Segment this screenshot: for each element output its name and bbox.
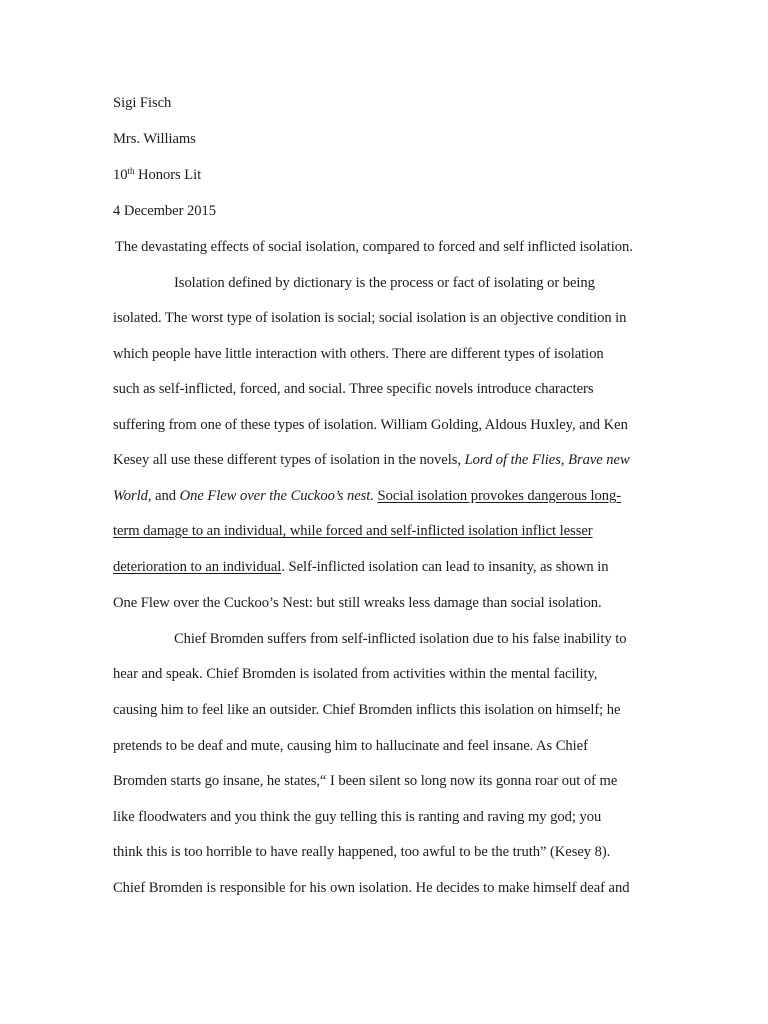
paragraph-1-line-5: suffering from one of these types of isolation. William Golding, Aldous Huxley, and Ken	[113, 417, 628, 433]
thesis-part-2: term damage to an individual, while forced and self-inflicted isolation inflict lesser	[113, 523, 593, 539]
novel-title-world: World	[113, 488, 148, 504]
paragraph-1-line-10: One Flew over the Cuckoo’s Nest: but still wreaks less damage than social isolation.	[113, 595, 602, 611]
paragraph-2-line-6: like floodwaters and you think the guy telling this is ranting and raving my god; you	[113, 809, 602, 825]
comma-separator: ,	[560, 452, 569, 468]
and-separator: , and	[147, 488, 180, 504]
teacher-name: Mrs. Williams	[113, 131, 196, 147]
novel-title-lord-of-the-flies: Lord of the Flies	[464, 452, 561, 468]
paragraph-1-line-6	[113, 451, 630, 469]
thesis-part-1: Social isolation provokes dangerous long-	[377, 488, 622, 504]
paragraph-1-line-3: which people have little interaction with others. There are different types of isolation	[113, 346, 604, 362]
paragraph-2-line-8: Chief Bromden is responsible for his own isolation. He decides to make himself deaf and	[113, 880, 630, 896]
course-line	[113, 166, 201, 184]
paragraph-2-line-7: think this is too horrible to have really happened, too awful to be the truth” (Kesey 8).	[113, 844, 611, 860]
paragraph-1-line-4: such as self-inflicted, forced, and social. Three specific novels introduce characters	[113, 381, 594, 397]
line-6-text: Kesey all use these different types of isolation in the novels,	[113, 452, 465, 468]
paragraph-1-line-1: Isolation defined by dictionary is the process or fact of isolating or being	[174, 275, 595, 291]
paragraph-1-line-2: isolated. The worst type of isolation is social; social isolation is an objective condition in	[113, 310, 627, 326]
essay-date: 4 December 2015	[113, 203, 216, 219]
paragraph-2-line-1: Chief Bromden suffers from self-inflicted isolation due to his false inability to	[174, 631, 627, 647]
paragraph-1-line-7	[113, 487, 621, 505]
novel-title-brave-new: Brave new	[568, 452, 630, 468]
thesis-part-3: deterioration to an individual	[113, 559, 282, 575]
paragraph-2-line-2: hear and speak. Chief Bromden is isolated from activities within the mental facility,	[113, 666, 598, 682]
course-grade-suffix: th	[127, 166, 135, 176]
paragraph-2-line-5: Bromden starts go insane, he states,“ I been silent so long now its gonna roar out of me	[113, 773, 618, 789]
paragraph-2-line-3: causing him to feel like an outsider. Chief Bromden inflicts this isolation on himself; he	[113, 702, 621, 718]
student-name: Sigi Fisch	[113, 95, 172, 111]
novel-title-cuckoos-nest: One Flew over the Cuckoo’s nest.	[179, 488, 374, 504]
paragraph-2-line-4: pretends to be deaf and mute, causing him to hallucinate and feel insane. As Chief	[113, 738, 588, 754]
course-name: Honors Lit	[134, 167, 202, 183]
course-grade: 10	[113, 167, 128, 183]
line-9-text: . Self-inflicted isolation can lead to insanity, as shown in	[281, 559, 609, 575]
paragraph-1-line-9	[113, 558, 609, 576]
essay-title: The devastating effects of social isolation, compared to forced and self inflicted isolation.	[115, 239, 633, 255]
